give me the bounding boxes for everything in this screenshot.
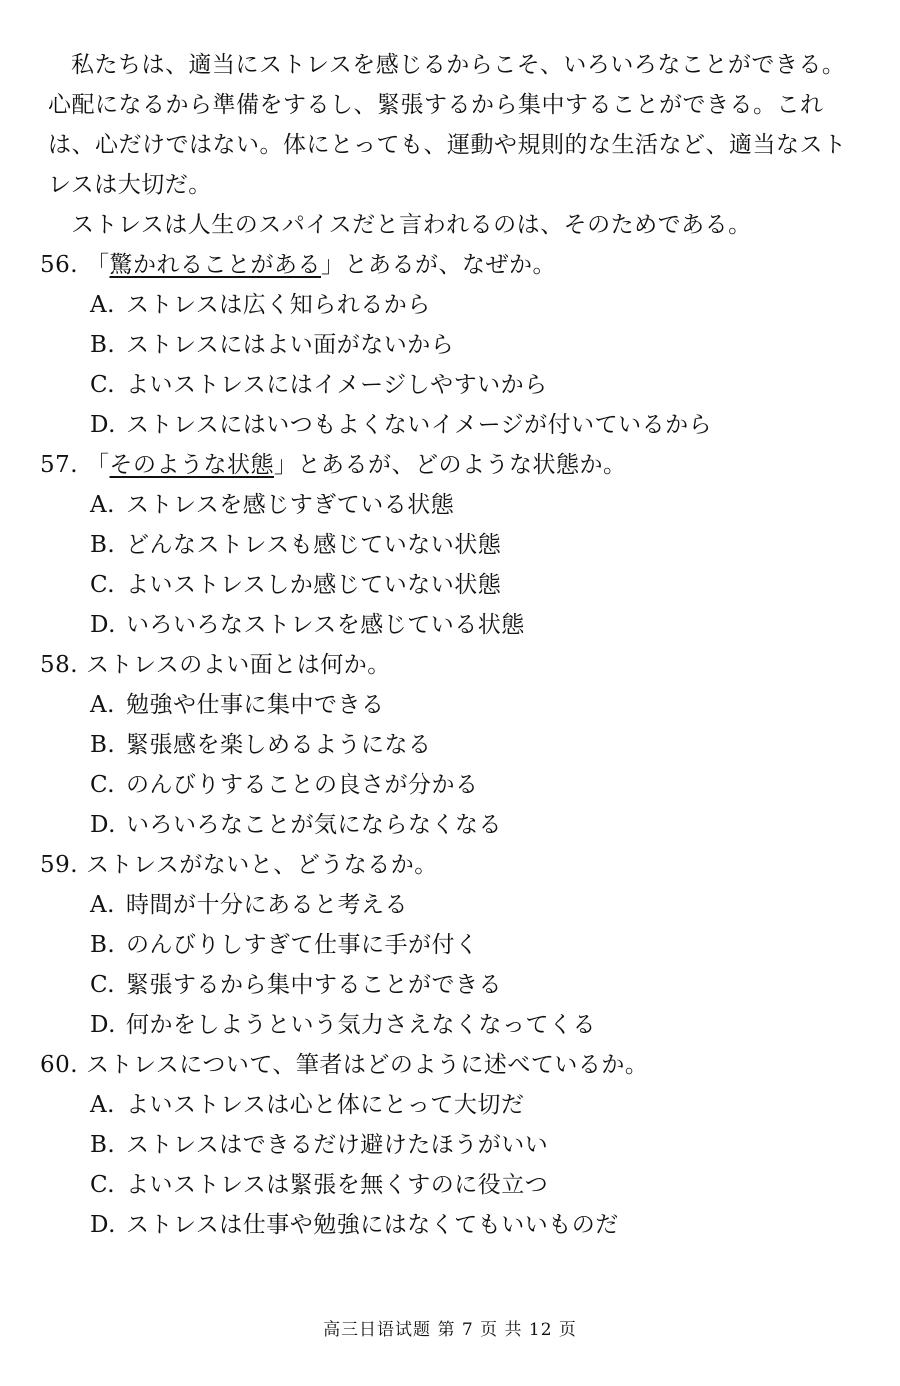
page-footer: 高三日语试题 第 7 页 共 12 页 — [323, 1320, 577, 1340]
option-text: ストレスにはよい面がないから — [126, 332, 455, 358]
option-letter: B. — [90, 1132, 116, 1158]
question-text: ストレスについて、筆者はどのように述べているか。 — [86, 1052, 649, 1078]
answer-option-a[interactable] — [40, 285, 870, 325]
option-letter: A. — [90, 292, 115, 318]
question-text: ストレスがないと、どうなるか。 — [86, 852, 438, 878]
option-letter: A. — [90, 692, 115, 718]
question-number: 57. — [40, 452, 79, 478]
question-stem — [40, 445, 870, 485]
question-stem — [40, 245, 870, 285]
option-text: ストレスは広く知られるから — [126, 292, 431, 318]
answer-option-b[interactable] — [40, 325, 870, 365]
question-text: 」とあるが、なぜか。 — [321, 252, 556, 278]
option-letter: B. — [90, 732, 116, 758]
answer-option-d[interactable] — [40, 1005, 870, 1045]
answer-option-c[interactable] — [40, 365, 870, 405]
option-text: いろいろなことが気にならなくなる — [126, 812, 502, 838]
answer-option-c[interactable] — [40, 1165, 870, 1205]
option-letter: A. — [90, 1092, 115, 1118]
answer-option-a[interactable] — [40, 485, 870, 525]
option-text: 時間が十分にあると考える — [126, 892, 408, 918]
option-letter: D. — [90, 412, 116, 438]
option-letter: C. — [90, 1172, 116, 1198]
question-number: 58. — [40, 652, 79, 678]
question-text: 」とあるが、どのような状態か。 — [274, 452, 627, 478]
option-text: よいストレスは緊張を無くすのに役立つ — [126, 1172, 549, 1198]
question-open-bracket: 「 — [86, 252, 110, 278]
question-number: 56. — [40, 252, 79, 278]
option-text: 緊張感を楽しめるようになる — [126, 732, 432, 758]
option-text: よいストレスは心と体にとって大切だ — [126, 1092, 525, 1118]
answer-option-a[interactable] — [40, 885, 870, 925]
option-text: のんびりしすぎて仕事に手が付く — [126, 932, 479, 958]
option-text: よいストレスしか感じていない状態 — [126, 572, 502, 598]
option-letter: C. — [90, 772, 116, 798]
option-text: ストレスは仕事や勉強にはなくてもいいものだ — [126, 1212, 619, 1238]
answer-option-d[interactable] — [40, 1205, 870, 1245]
answer-option-a[interactable] — [40, 1085, 870, 1125]
answer-option-b[interactable] — [40, 725, 870, 765]
question-list — [40, 245, 870, 1245]
option-text: いろいろなストレスを感じている状態 — [126, 612, 525, 638]
option-text: ストレスはできるだけ避けたほうがいい — [126, 1132, 549, 1158]
underlined-phrase: そのような状態 — [109, 452, 274, 478]
option-letter: D. — [90, 812, 116, 838]
question-number: 60. — [40, 1052, 79, 1078]
question-open-bracket: 「 — [86, 452, 110, 478]
option-letter: A. — [90, 492, 115, 518]
option-letter: D. — [90, 1212, 116, 1238]
option-letter: B. — [90, 532, 116, 558]
question-text: ストレスのよい面とは何か。 — [86, 652, 391, 678]
question-59 — [40, 845, 870, 1045]
option-letter: B. — [90, 332, 116, 358]
option-text: 緊張するから集中することができる — [126, 972, 502, 998]
answer-option-c[interactable] — [40, 965, 870, 1005]
answer-option-c[interactable] — [40, 765, 870, 805]
question-58 — [40, 645, 870, 845]
option-text: 何かをしようという気力さえなくなってくる — [126, 1012, 596, 1038]
answer-option-d[interactable] — [40, 605, 870, 645]
answer-option-c[interactable] — [40, 565, 870, 605]
option-text: よいストレスにはイメージしやすいから — [126, 372, 548, 398]
option-text: ストレスを感じすぎている状態 — [126, 492, 455, 518]
question-stem — [40, 1045, 870, 1085]
option-letter: A. — [90, 892, 115, 918]
option-letter: C. — [90, 572, 116, 598]
option-letter: C. — [90, 372, 116, 398]
option-text: のんびりすることの良さが分かる — [126, 772, 479, 798]
option-letter: D. — [90, 612, 116, 638]
passage-paragraph-1: 私たちは、適当にストレスを感じるからこそ、いろいろなことができる。心配になるから準備をするし、緊張するから集中することができる。これは、心だけではない。体にとっても、運動や規則的な生活など、適当なストレスは大切だ。 — [48, 52, 847, 198]
question-60 — [40, 1045, 870, 1245]
underlined-phrase: 驚かれることがある — [109, 252, 321, 278]
option-letter: D. — [90, 1012, 116, 1038]
answer-option-d[interactable] — [40, 805, 870, 845]
question-stem — [40, 845, 870, 885]
answer-option-a[interactable] — [40, 685, 870, 725]
option-text: 勉強や仕事に集中できる — [126, 692, 385, 718]
option-letter: C. — [90, 972, 116, 998]
reading-passage — [48, 45, 868, 245]
answer-option-b[interactable] — [40, 925, 870, 965]
answer-option-b[interactable] — [40, 1125, 870, 1165]
answer-option-d[interactable] — [40, 405, 870, 445]
answer-option-b[interactable] — [40, 525, 870, 565]
question-57 — [40, 445, 870, 645]
option-text: ストレスにはいつもよくないイメージが付いているから — [126, 412, 713, 438]
option-letter: B. — [90, 932, 116, 958]
option-text: どんなストレスも感じていない状態 — [126, 532, 502, 558]
passage-paragraph-2: ストレスは人生のスパイスだと言われるのは、そのためである。 — [71, 212, 752, 238]
question-56 — [40, 245, 870, 445]
question-number: 59. — [40, 852, 79, 878]
question-stem — [40, 645, 870, 685]
